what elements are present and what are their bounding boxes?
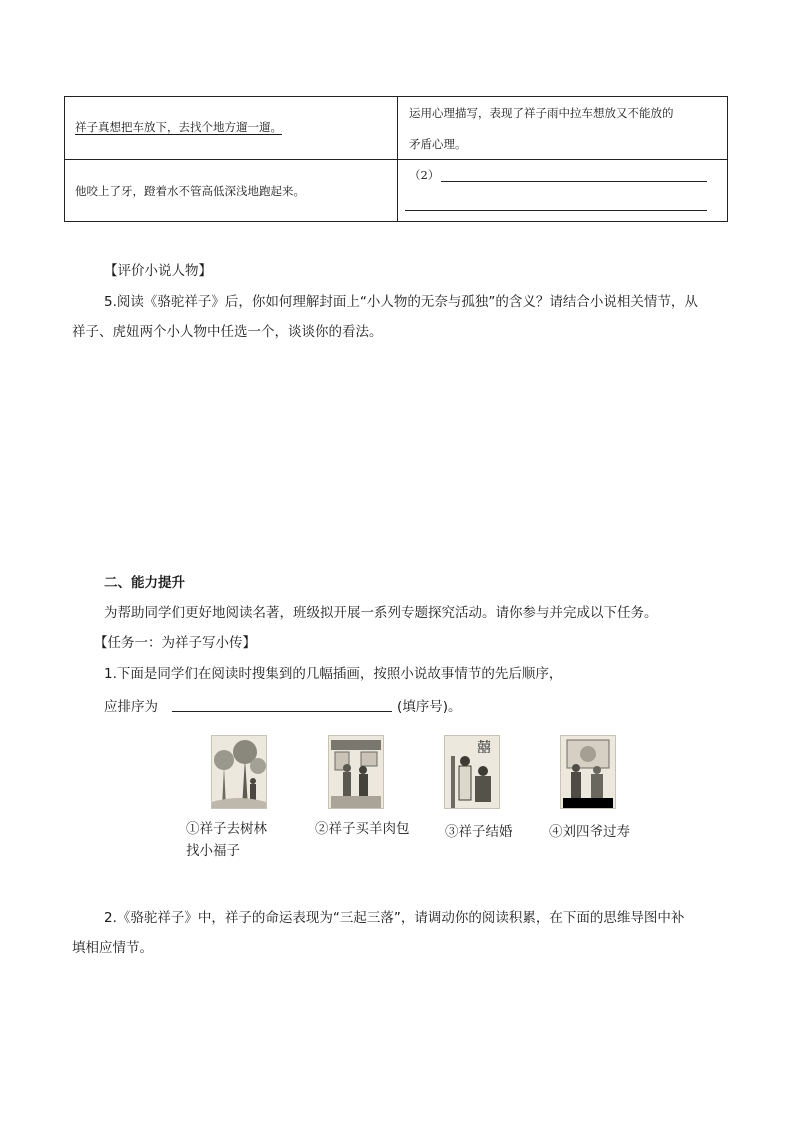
table-cell-analysis-1-line1: 运用心理描写，表现了祥子雨中拉车想放又不能放的: [409, 106, 674, 120]
question-2-line2: 填相应情节。: [72, 940, 153, 956]
table-row-divider: [65, 159, 727, 160]
table-cell-quote-2: 他咬上了牙，蹬着水不管高低深浅地跑起来。: [75, 184, 305, 198]
question-5-line2: 祥子、虎妞两个小人物中任选一个，谈谈你的看法。: [72, 324, 383, 340]
question-1-suffix: (填序号)。: [397, 699, 462, 715]
caption-1-line2: 找小福子: [186, 843, 240, 859]
table-cell-answer-label-2: （2）: [409, 168, 440, 182]
illustration-buying-buns: [328, 735, 384, 809]
question-1-prefix: 应排序为: [104, 699, 158, 715]
caption-2: ②祥子买羊肉包: [315, 821, 410, 837]
caption-3: ③祥子结婚: [445, 824, 513, 840]
section-heading-ability: 二、能力提升: [104, 575, 185, 591]
question-1-line1: 1.下面是同学们在阅读时搜集到的几幅插画，按照小说故事情节的先后顺序，: [104, 666, 563, 682]
illustration-wedding: [444, 735, 500, 809]
annotation-table: [64, 96, 728, 222]
ability-intro: 为帮助同学们更好地阅读名著，班级拟开展一系列专题探究活动。请你参与并完成以下任务。: [104, 605, 658, 621]
caption-4: ④刘四爷过寿: [549, 824, 630, 840]
table-cell-quote-1: 祥子真想把车放下，去找个地方遛一遛。: [75, 120, 282, 134]
answer-blank-line-2[interactable]: [405, 210, 707, 211]
section-heading-evaluate: 【评价小说人物】: [104, 263, 212, 279]
table-cell-analysis-1-line2: 矛盾心理。: [409, 137, 467, 151]
caption-1-line1: ①祥子去树林: [186, 821, 267, 837]
illustration-birthday: [560, 735, 616, 809]
illustration-forest: [211, 735, 267, 809]
answer-blank-line-1[interactable]: [441, 181, 707, 182]
table-column-divider: [397, 97, 398, 221]
question-2-line1: 2.《骆驼祥子》中，祥子的命运表现为“三起三落”，请调动你的阅读积累，在下面的思维导图中补: [104, 910, 685, 926]
task1-heading: 【任务一：为祥子写小传】: [94, 635, 256, 651]
double-happiness-symbol: 囍: [477, 740, 491, 756]
order-answer-blank[interactable]: [172, 711, 392, 712]
question-5-line1: 5.阅读《骆驼祥子》后，你如何理解封面上“小人物的无奈与孤独”的含义？请结合小说相关情节，从: [104, 294, 698, 310]
